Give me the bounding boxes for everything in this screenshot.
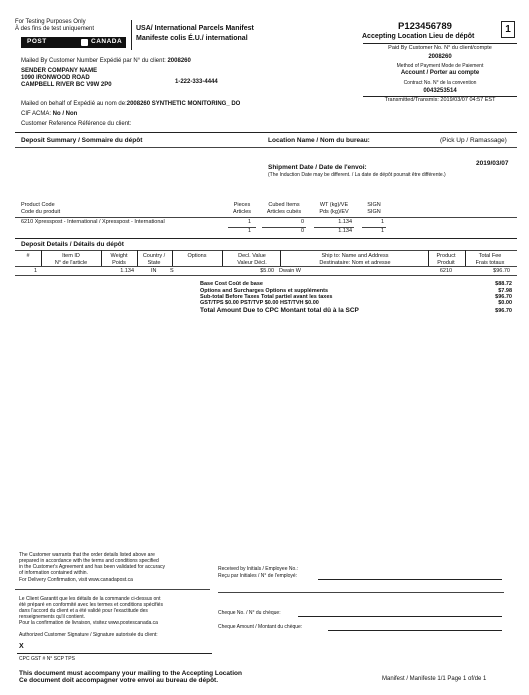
product-code-header-fr: Code du produit bbox=[21, 209, 61, 215]
manifest-title-en: USA/ International Parcels Manifest bbox=[136, 25, 254, 32]
mailed-on-behalf-value: 2008260 SYNTHETIC MONITORING_ DO bbox=[126, 101, 241, 107]
testing-notice-en: For Testing Purposes Only bbox=[15, 19, 86, 25]
location-name-label: Location Name / Nom du bureau: bbox=[268, 137, 370, 144]
detail-row-state: S bbox=[170, 268, 174, 274]
mailed-on-behalf-row bbox=[21, 101, 240, 107]
total-cubed: 0 bbox=[300, 228, 304, 234]
total-due-label: Total Amount Due to CPC Montant total dû à la SCP bbox=[200, 307, 359, 314]
cif-acma-row bbox=[21, 111, 77, 117]
mailed-by-label: Mailed By Customer Number Expédié par N° du client: bbox=[21, 58, 168, 64]
weight-header-en: WT (kg)/VE bbox=[319, 202, 349, 208]
paid-by-label: Paid By Customer No. N° du client/compte bbox=[388, 45, 492, 51]
logo-text-right: CANADA bbox=[91, 38, 123, 45]
warranty-en-3: in the Customer's Agreement and has been validated for accuracy bbox=[19, 564, 166, 570]
deposit-details-title: Deposit Details / Détails du dépôt bbox=[21, 241, 124, 248]
warranty-fr-2: été préparé en conformité avec les termes et conditions spécifiés bbox=[19, 602, 163, 608]
warranty-fr-3: dans l'accord du client et a été validé pour l'exactitude des bbox=[19, 608, 148, 614]
shipment-date-value: 2019/03/07 bbox=[476, 160, 509, 167]
col-sep bbox=[428, 250, 429, 266]
country-header-en: Country / bbox=[142, 253, 166, 259]
customer-reference: Customer Reference Référence du client: bbox=[21, 121, 132, 127]
product-code-header-en: Product Code bbox=[21, 202, 55, 208]
shipment-date-note: (The Induction Date may be different. / La date de dépôt pourrait être différente.) bbox=[268, 172, 446, 178]
weight-header-fr: Pds (kg)/EV bbox=[319, 209, 349, 215]
subtotal-label: Sub-total Before Taxes Total partiel avant les taxes bbox=[200, 294, 333, 300]
details-num-header: # bbox=[26, 253, 30, 259]
sender-phone: 1-222-333-4444 bbox=[175, 79, 218, 85]
col-sep bbox=[465, 250, 466, 266]
decl-value-header-fr: Valeur Décl. bbox=[237, 260, 267, 266]
page-info: Manifest / Manifeste 1/1 Page 1 of/de 1 bbox=[382, 676, 487, 682]
weight-col-header-en: Weight bbox=[110, 253, 128, 259]
country-header-fr: State bbox=[147, 260, 161, 266]
total-pieces: 1 bbox=[247, 228, 251, 234]
shipment-date-label: Shipment Date / Date de l'envoi: bbox=[268, 164, 367, 171]
details-header-bottom-rule bbox=[15, 266, 517, 267]
manifest-title-fr: Manifeste colis É.U./ international bbox=[136, 35, 248, 42]
location-name-value: (Pick Up / Ramassage) bbox=[440, 137, 507, 144]
ship-to-header-fr: Destinataire: Nom et adresse bbox=[319, 260, 391, 266]
detail-row-country: IN bbox=[151, 268, 157, 274]
warranty-en-4: of information contained within. bbox=[19, 570, 88, 576]
item-id-header-fr: N° de l'article bbox=[54, 260, 88, 266]
payment-method-label: Method of Payment Mode de Paiement bbox=[396, 63, 484, 69]
total-sign: 1 bbox=[380, 228, 384, 234]
signature-x-mark: X bbox=[19, 643, 24, 650]
sender-name: SENDER COMPANY NAME bbox=[21, 68, 98, 74]
received-by-label: Received by Initials / Employee No.: bbox=[218, 566, 299, 572]
col-sep bbox=[41, 250, 42, 266]
col-sep bbox=[101, 250, 102, 266]
product-row-code: 6210 Xpresspost - International / Xpresspost - International bbox=[21, 219, 165, 225]
details-header-top-rule bbox=[15, 250, 517, 251]
testing-notice-fr: À des fins de test uniquement bbox=[15, 26, 95, 32]
detail-row-weight: 1.134 bbox=[120, 268, 134, 274]
total-fee-header-en: Total Fee bbox=[478, 253, 502, 259]
product-row-weight: 1.134 bbox=[338, 219, 352, 225]
paid-by-value: 2008260 bbox=[428, 54, 452, 60]
product-row-sign: 1 bbox=[380, 219, 384, 225]
contract-value: 0043253514 bbox=[423, 88, 457, 94]
ship-to-header-en: Ship to: Name and Address bbox=[321, 253, 389, 259]
page-box-number: 1 bbox=[501, 21, 515, 38]
summary-rule bbox=[15, 147, 517, 148]
product-col-header-en: Product bbox=[436, 253, 456, 259]
gst-number-label: CPC GST # N° SCP TPS bbox=[19, 656, 75, 662]
warranty-fr-5: Pour la confirmation de livraison, visitez www.postescanada.ca bbox=[19, 620, 158, 626]
logo-text-left: POST bbox=[27, 38, 47, 45]
product-row-cubed: 0 bbox=[300, 219, 304, 225]
footer-rule-left bbox=[15, 589, 210, 590]
col-sep bbox=[137, 250, 138, 266]
sender-address-2: CAMPBELL RIVER BC V9W 2P0 bbox=[21, 82, 112, 88]
warranty-en-1: The Customer warrants that the order details listed above are bbox=[19, 552, 155, 558]
detail-row-product: 6210 bbox=[439, 268, 453, 274]
deposit-summary-title: Deposit Summary / Sommaire du dépôt bbox=[21, 137, 143, 144]
detail-row-num: 1 bbox=[34, 268, 38, 274]
received-by-label-fr: Reçu par Initiales / N° de l'employé: bbox=[218, 573, 298, 579]
decl-value-header-en: Decl. Value bbox=[238, 253, 266, 259]
warranty-fr-1: Le Client Garantit que les détails de la commande ci-dessus ont bbox=[19, 596, 161, 602]
details-row-rule bbox=[15, 275, 517, 276]
options-label: Options and Surcharges Options et suppléments bbox=[200, 288, 329, 294]
cheque-number-line bbox=[298, 616, 502, 617]
must-accompany-en: This document must accompany your mailing to the Accepting Location bbox=[19, 670, 242, 677]
contract-label: Contract No. N° de la convention bbox=[403, 80, 477, 86]
taxes-value: $0.00 bbox=[498, 300, 512, 306]
mailed-by-value: 2008260 bbox=[167, 58, 191, 64]
cubed-header-fr: Articles cubés bbox=[266, 209, 302, 215]
detail-row-decl-value: $5.00 bbox=[260, 268, 274, 274]
cif-acma-value: No / Non bbox=[52, 111, 78, 117]
received-by-line bbox=[318, 579, 502, 580]
pieces-header-en: Pieces bbox=[233, 202, 251, 208]
flag-icon bbox=[81, 39, 88, 46]
cubed-header-en: Cubed Items bbox=[268, 202, 300, 208]
mailed-by-row bbox=[21, 58, 191, 64]
subtotal-value: $96.70 bbox=[495, 294, 512, 300]
options-header: Options bbox=[187, 253, 207, 259]
sender-address-1: 1090 IRONWOOD ROAD bbox=[21, 75, 90, 81]
base-cost-value: $88.72 bbox=[495, 281, 512, 287]
warranty-fr-4: renseignements qu'il contient. bbox=[19, 614, 85, 620]
product-header-rule bbox=[15, 217, 517, 218]
auth-signature-label: Authorized Customer Signature / Signature autorisée du client: bbox=[19, 632, 158, 638]
options-value: $7.98 bbox=[498, 288, 512, 294]
warranty-en-2: prepared in accordance with the terms and conditions specified bbox=[19, 558, 159, 564]
accepting-location: Accepting Location Lieu de dépôt bbox=[362, 33, 475, 40]
base-cost-label: Base Cost Coût de base bbox=[200, 281, 263, 287]
detail-row-ship-to: Dwain W bbox=[279, 268, 302, 274]
pieces-header-fr: Articles bbox=[232, 209, 252, 215]
canada-post-logo bbox=[21, 37, 126, 48]
cif-acma-label: CIF ACMA: bbox=[21, 111, 53, 117]
product-row-pieces: 1 bbox=[247, 219, 251, 225]
mailed-on-behalf-label: Mailed on behalf of Expédié au nom de: bbox=[21, 101, 127, 107]
payment-box-top bbox=[363, 43, 517, 44]
total-weight: 1.134 bbox=[338, 228, 352, 234]
manifest-number: P123456789 bbox=[398, 21, 452, 32]
summary-top-rule bbox=[15, 132, 517, 133]
total-due-value: $96.70 bbox=[495, 308, 512, 314]
col-sep bbox=[172, 250, 173, 266]
signature-line bbox=[17, 653, 212, 654]
footer-rule-right bbox=[218, 592, 504, 593]
sign-header-fr: SIGN bbox=[367, 209, 381, 215]
header-divider bbox=[131, 20, 132, 50]
transmitted-timestamp: Transmitted/Transmis: 2019/03/07 04:57 EST bbox=[384, 97, 496, 103]
weight-col-header-fr: Poids bbox=[112, 260, 126, 266]
detail-row-fee: $96.70 bbox=[493, 268, 510, 274]
must-accompany-fr: Ce document doit accompagner votre envoi au bureau de dépôt. bbox=[19, 677, 219, 684]
product-col-header-fr: Produit bbox=[437, 260, 455, 266]
warranty-en-5: For Delivery Confirmation, visit www.canadapost.ca bbox=[19, 577, 133, 583]
cheque-number-label: Cheque No. / N° du chèque: bbox=[218, 610, 281, 616]
sign-header-en: SIGN bbox=[367, 202, 381, 208]
total-fee-header-fr: Frais totaux bbox=[475, 260, 505, 266]
col-sep bbox=[222, 250, 223, 266]
details-top-rule bbox=[15, 238, 517, 239]
cheque-amount-label: Cheque Amount / Montant du chèque: bbox=[218, 624, 303, 630]
taxes-label: GST/TPS $0.00 PST/TVP $0.00 HST/TVH $0.00 bbox=[200, 300, 319, 306]
item-id-header-en: Item ID bbox=[62, 253, 80, 259]
col-sep bbox=[280, 250, 281, 266]
cheque-amount-line bbox=[328, 630, 502, 631]
payment-method-value: Account / Porter au compte bbox=[400, 70, 480, 76]
